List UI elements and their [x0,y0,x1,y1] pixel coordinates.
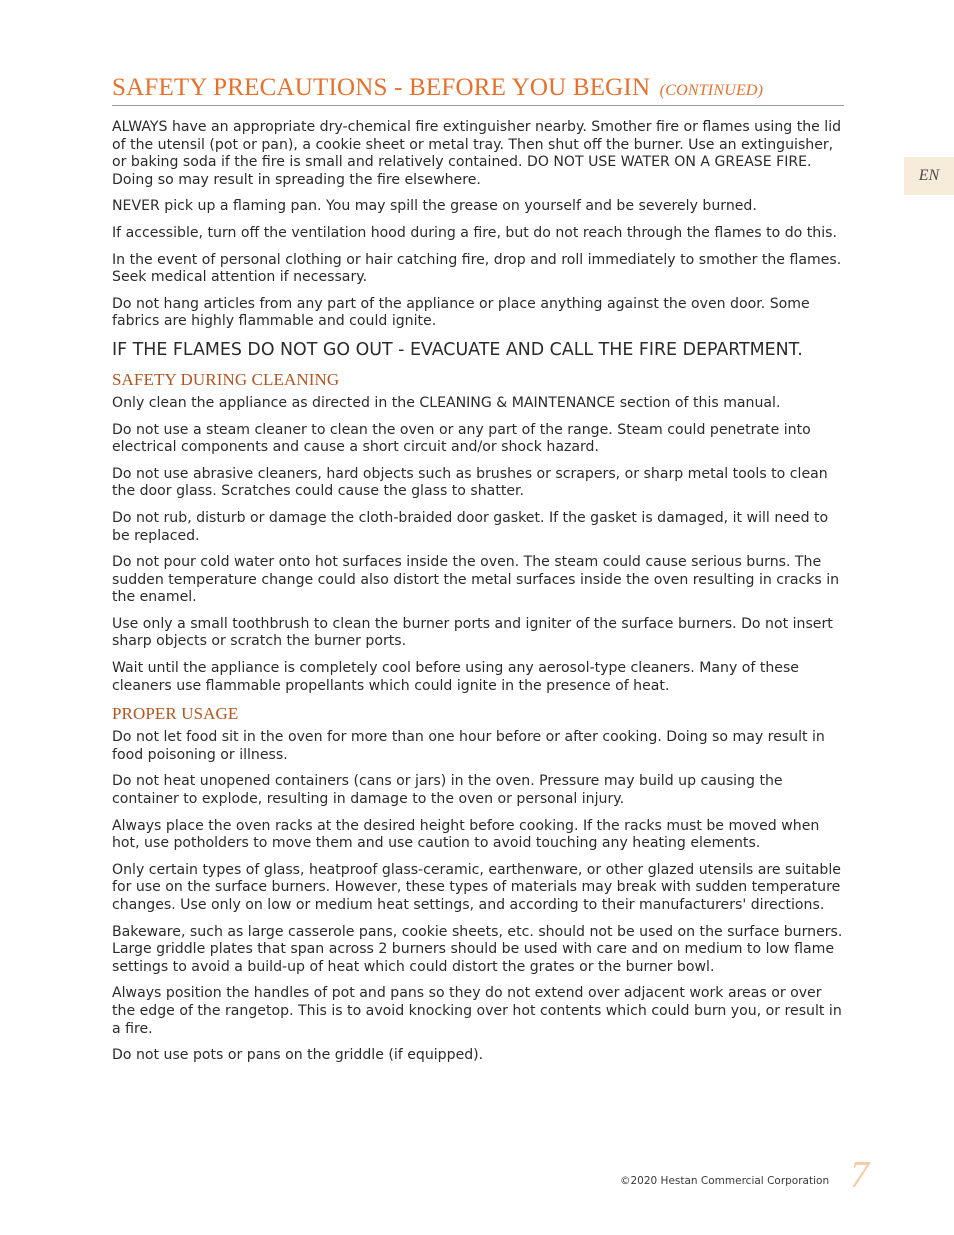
paragraph: Use only a small toothbrush to clean the burner ports and igniter of the surface burners. Do not insert sharp objects or scratch the burner ports. [112,615,833,650]
evacuate-warning: IF THE FLAMES DO NOT GO OUT - EVACUATE AND CALL THE FIRE DEPARTMENT. [112,339,803,360]
paragraph: Always place the oven racks at the desired height before cooking. If the racks must be moved when hot, use potholders to move them and use caution to avoid touching any heating elements. [112,817,820,852]
paragraph: Do not heat unopened containers (cans or jars) in the oven. Pressure may build up causing the container to explode, resulting in damage to the oven or personal injury. [112,773,783,808]
continued-label: (CONTINUED) [659,82,764,99]
paragraph: NEVER pick up a flaming pan. You may spill the grease on yourself and be severely burned. [112,198,757,215]
paragraph: Do not use a steam cleaner to clean the oven or any part of the range. Steam could penetrate into electrical components and cause a short circuit and/or shock hazard. [112,421,811,456]
paragraph: If accessible, turn off the ventilation hood during a fire, but do not reach through the flames to do this. [112,224,837,241]
paragraph: Do not pour cold water onto hot surfaces inside the oven. The steam could cause serious burns. The sudden temperature change could also distort the metal surfaces inside the oven resulting in cracks in the enamel. [112,554,840,606]
section-heading-usage: PROPER USAGE [112,704,239,724]
paragraph: Only clean the appliance as directed in the CLEANING & MAINTENANCE section of this manual. [112,394,781,411]
page-header [112,74,844,106]
page-title-text: SAFETY PRECAUTIONS - BEFORE YOU BEGIN [112,74,651,101]
page-number: 7 [850,1154,869,1196]
paragraph: In the event of personal clothing or hair catching fire, drop and roll immediately to smother the flames. Seek medical attention if necessary. [112,251,842,286]
paragraph: Do not rub, disturb or damage the cloth-braided door gasket. If the gasket is damaged, it will need to be replaced. [112,509,829,544]
paragraph: Do not hang articles from any part of the appliance or place anything against the oven door. Some fabrics are highly flammable and could ignite. [112,295,810,330]
page-title [112,74,844,105]
paragraph: Do not use pots or pans on the griddle (if equipped). [112,1047,484,1064]
paragraph: Bakeware, such as large casserole pans, cookie sheets, etc. should not be used on the surface burners. Large griddle plates that span across 2 burners should be used with care and on medium to low flame settings to avoid a build-up of heat which could distort the grates or the burner bowl. [112,923,843,975]
section-heading-cleaning: SAFETY DURING CLEANING [112,369,340,389]
language-tab[interactable]: EN [904,157,954,195]
main-content [112,119,847,1074]
paragraph: Only certain types of glass, heatproof glass-ceramic, earthenware, or other glazed utensils are suitable for use on the surface burners. However, these types of materials may break with sudden temperature changes. Use only on low or medium heat settings, and according to their manufacturers' directions. [112,861,841,913]
paragraph: Do not let food sit in the oven for more than one hour before or after cooking. Doing so may result in food poisoning or illness. [112,729,825,763]
copyright-notice: ©2020 Hestan Commercial Corporation [620,1175,830,1187]
paragraph: Always position the handles of pot and pans so they do not extend over adjacent work areas or over the edge of the rangetop. This is to avoid knocking over hot contents which could burn you, or result in a fire. [112,985,842,1037]
paragraph: ALWAYS have an appropriate dry-chemical fire extinguisher nearby. Smother fire or flames using the lid of the utensil (pot or pan), a cookie sheet or metal tray. Then shut off the burner. Use an extinguisher, or baking soda if the fire is small and relatively contained. DO NOT USE WATER ON A GREASE FIRE. Doing so may result in spreading the fire elsewhere. [112,119,842,188]
paragraph: Do not use abrasive cleaners, hard objects such as brushes or scrapers, or sharp metal tools to clean the door glass. Scratches could cause the glass to shatter. [112,465,828,500]
paragraph: Wait until the appliance is completely cool before using any aerosol-type cleaners. Many of these cleaners use flammable propellants which could ignite in the presence of heat. [112,660,799,694]
